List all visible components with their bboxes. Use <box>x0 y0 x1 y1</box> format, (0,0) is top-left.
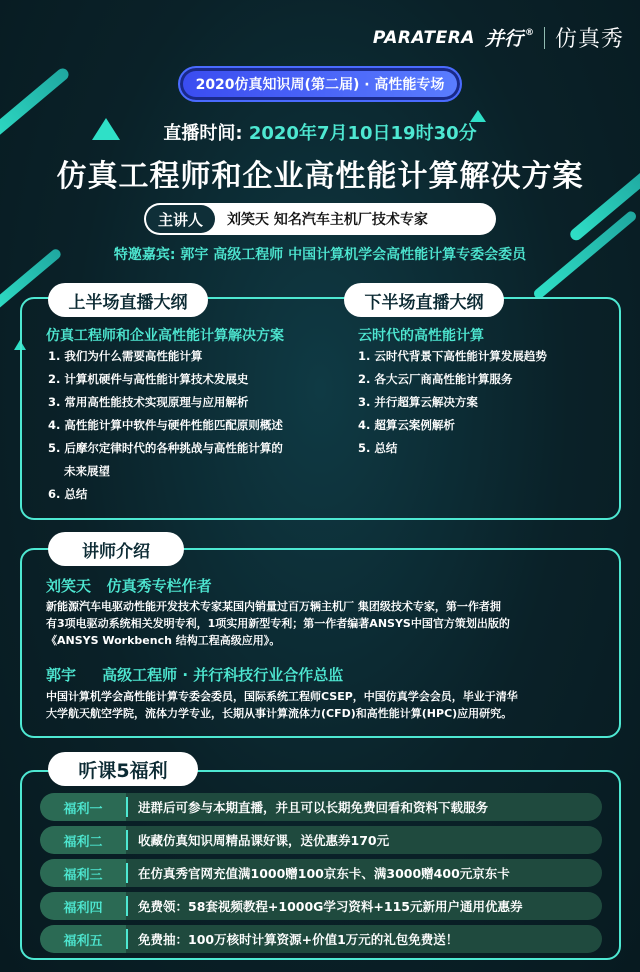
speaker-bar <box>144 203 496 235</box>
list-item: 3. 并行超算云解决方案 <box>358 395 478 409</box>
lecturer-1-name: 刘笑天 仿真秀专栏作者 <box>46 577 212 595</box>
guest-line: 特邀嘉宾: 郭宇 高级工程师 中国计算机学会高性能计算专委会委员 <box>113 247 527 263</box>
benefit-row <box>40 859 602 887</box>
brand-logo <box>373 22 624 53</box>
speaker-tag: 主讲人 <box>146 205 215 233</box>
benefit-row <box>40 892 602 920</box>
page-title: 仿真工程师和企业高性能计算解决方案 <box>56 159 584 194</box>
bio-line: 大学航天航空学院，流体力学专业，长期从事计算流体力(CFD)和高性能计算(HPC)应用研究。 <box>46 707 513 720</box>
tab-first-half: 上半场直播大纲 <box>48 283 208 317</box>
broadcast-time <box>0 119 640 145</box>
list-item: 4. 超算云案例解析 <box>358 418 455 432</box>
partner-logo: 仿真秀 <box>554 27 624 52</box>
list-item: 5. 总结 <box>358 441 398 455</box>
broadcast-time-value: 2020年7月10日19时30分 <box>248 123 477 144</box>
list-item: 4. 高性能计算中软件与硬件性能匹配原则概述 <box>48 418 283 432</box>
first-half-title: 仿真工程师和企业高性能计算解决方案 <box>46 328 284 344</box>
bio-line: 中国计算机学会高性能计算专委会委员，国际系统工程师CSEP，中国仿真学会会员，毕业于清华 <box>46 690 518 703</box>
list-item: 2. 计算机硬件与高性能计算技术发展史 <box>48 372 249 386</box>
tab-lecturers: 讲师介绍 <box>48 532 184 566</box>
benefit-text: 进群后可参与本期直播，并且可以长期免费回看和资料下载服务 <box>138 800 489 815</box>
bio-line: 《ANSYS Workbench 结构工程高级应用》。 <box>46 634 281 647</box>
second-half-list <box>358 345 547 460</box>
list-item: 1. 云时代背景下高性能计算发展趋势 <box>358 349 547 363</box>
brand-divider <box>544 27 545 49</box>
benefit-row <box>40 793 602 821</box>
list-item: 1. 我们为什么需要高性能计算 <box>48 349 203 363</box>
broadcast-time-label: 直播时间: <box>163 123 243 144</box>
list-item: 未来展望 <box>48 464 111 478</box>
benefit-tag: 福利五 <box>40 925 126 953</box>
event-badge: 2020仿真知识周(第二届) · 高性能专场 <box>178 66 462 102</box>
benefit-text: 收藏仿真知识周精品课好课，送优惠券170元 <box>138 833 390 848</box>
tab-second-half: 下半场直播大纲 <box>344 283 504 317</box>
registered-mark: ® <box>524 27 534 38</box>
benefit-tag: 福利二 <box>40 826 126 854</box>
lecturer-2-bio <box>46 688 606 722</box>
bio-line: 新能源汽车电驱动性能开发技术专家某国内销量过百万辆主机厂 集团级技术专家，第一作者拥 <box>46 600 501 613</box>
benefit-tag: 福利一 <box>40 793 126 821</box>
lecturer-2-name: 郭宇 高级工程师 · 并行科技行业合作总监 <box>46 666 344 684</box>
bio-line: 有3项电驱动系统相关发明专利，1项实用新型专利；第一作者编著ANSYS中国官方策划出版的 <box>46 617 510 630</box>
first-half-list <box>48 345 283 506</box>
tab-benefits: 听课5福利 <box>48 752 198 786</box>
list-item: 6. 总结 <box>48 487 88 501</box>
lecturer-1-bio <box>46 598 606 649</box>
list-item: 5. 后摩尔定律时代的各种挑战与高性能计算的 <box>48 441 283 455</box>
list-item: 3. 常用高性能技术实现原理与应用解析 <box>48 395 249 409</box>
benefit-tag: 福利四 <box>40 892 126 920</box>
benefit-row <box>40 826 602 854</box>
benefit-text: 免费抽：100万核时计算资源+价值1万元的礼包免费送！ <box>138 932 459 947</box>
speaker-text: 刘笑天 知名汽车主机厂技术专家 <box>227 212 428 228</box>
paratera-cn-wordmark: 并行 <box>484 28 523 50</box>
benefit-tag: 福利三 <box>40 859 126 887</box>
benefit-text: 在仿真秀官网充值满1000赠100京东卡、满3000赠400元京东卡 <box>138 866 510 881</box>
second-half-title: 云时代的高性能计算 <box>358 328 484 344</box>
benefit-text: 免费领：58套视频教程+1000G学习资料+115元新用户通用优惠券 <box>138 899 523 914</box>
benefit-row <box>40 925 602 953</box>
paratera-wordmark: PARATERA <box>372 27 475 48</box>
list-item: 2. 各大云厂商高性能计算服务 <box>358 372 513 386</box>
